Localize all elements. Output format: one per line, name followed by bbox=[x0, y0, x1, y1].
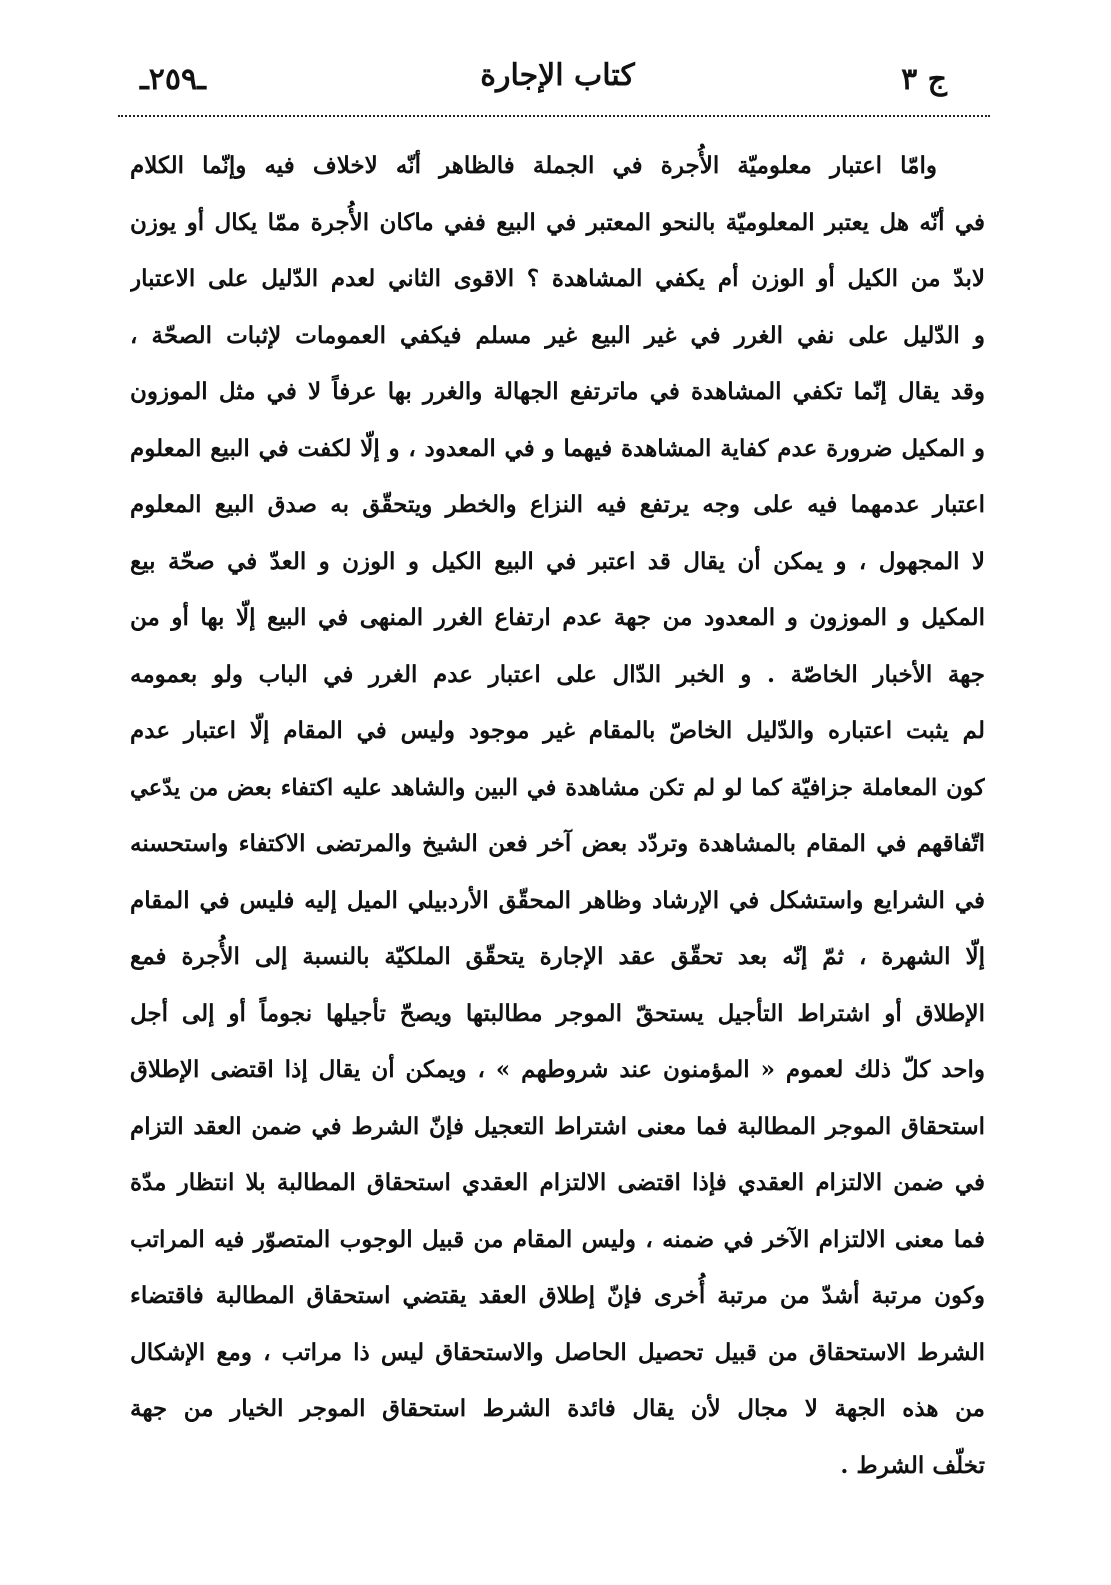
running-header bbox=[130, 58, 985, 104]
text-line: في ضمن الالتزام العقدي فإذا اقتضى الالتزام العقدي استحقاق المطالبة بلا انتظار مدّة bbox=[130, 1169, 985, 1196]
book-section-title: كتاب الإجارة bbox=[480, 58, 635, 93]
text-line: وكون مرتبة أشدّ من مرتبة أُخرى فإنّ إطلاق العقد يقتضي استحقاق المطالبة فاقتضاء bbox=[130, 1282, 985, 1309]
text-line: في الشرايع واستشكل في الإرشاد وظاهر المحقّق الأردبيلي الميل إليه فليس في المقام bbox=[130, 886, 985, 914]
body-text bbox=[130, 138, 985, 1494]
text-line: المكيل و الموزون و المعدود من جهة عدم ارتفاع الغرر المنهى في البيع إلّا بها أو من bbox=[130, 604, 985, 631]
text-line: الإطلاق أو اشتراط التأجيل يستحقّ الموجر مطالبتها ويصحّ تأجيلها نجوماً أو إلى أجل bbox=[130, 999, 985, 1027]
page-number: ـ٢٥٩ـ bbox=[140, 62, 206, 97]
volume-label: ج ٣ bbox=[901, 62, 947, 97]
text-line: وامّا اعتبار معلوميّة الأُجرة في الجملة فالظاهر أنّه لاخلاف فيه وإنّما الكلام bbox=[130, 152, 937, 179]
text-line: كون المعاملة جزافيّة كما لو لم تكن مشاهدة في البين والشاهد عليه اكتفاء بعض من يدّعي bbox=[130, 774, 985, 801]
text-line: و الدّليل على نفي الغرر في غير البيع غير مسلم فيكفي العمومات لإثبات الصحّة ، bbox=[130, 321, 985, 349]
text-line: تخلّف الشرط . bbox=[840, 1451, 985, 1479]
text-line: و المكيل ضرورة عدم كفاية المشاهدة فيهما و في المعدود ، و إلّا لكفت في البيع المعلوم bbox=[130, 434, 985, 462]
text-line: لم يثبت اعتباره والدّليل الخاصّ بالمقام غير موجود وليس في المقام إلّا اعتبار عدم bbox=[130, 717, 985, 744]
text-line: من هذه الجهة لا مجال لأن يقال فائدة الشرط استحقاق الموجر الخيار من جهة bbox=[130, 1395, 985, 1422]
text-line: لابدّ من الكيل أو الوزن أم يكفي المشاهدة ؟ الاقوى الثاني لعدم الدّليل على الاعتبار bbox=[130, 265, 985, 292]
text-line: اتّفاقهم في المقام بالمشاهدة وتردّد بعض آخر فعن الشيخ والمرتضى الاكتفاء واستحسنه bbox=[130, 830, 985, 857]
header-divider bbox=[118, 115, 990, 117]
text-line: إلّا الشهرة ، ثمّ إنّه بعد تحقّق عقد الإجارة يتحقّق الملكيّة بالنسبة إلى الأُجرة فمع bbox=[130, 943, 985, 970]
text-line: جهة الأخبار الخاصّة . و الخبر الدّال على اعتبار عدم الغرر في الباب ولو بعمومه bbox=[130, 660, 985, 688]
text-line: في أنّه هل يعتبر المعلوميّة بالنحو المعتبر في البيع ففي ماكان الأُجرة ممّا يكال أو يوزن bbox=[130, 208, 985, 236]
text-line: وقد يقال إنّما تكفي المشاهدة في ماترتفع الجهالة والغرر بها عرفاً لا في مثل الموزون bbox=[130, 378, 985, 405]
text-line: لا المجهول ، و يمكن أن يقال قد اعتبر في البيع الكيل و الوزن و العدّ في صحّة بيع bbox=[130, 547, 985, 575]
text-line: الشرط الاستحقاق من قبيل تحصيل الحاصل والاستحقاق ليس ذا مراتب ، ومع الإشكال bbox=[130, 1338, 985, 1366]
text-line: فما معنى الالتزام الآخر في ضمنه ، وليس المقام من قبيل الوجوب المتصوّر فيه المراتب bbox=[130, 1225, 985, 1253]
text-line: استحقاق الموجر المطالبة فما معنى اشتراط التعجيل فإنّ الشرط في ضمن العقد التزام bbox=[130, 1112, 985, 1140]
text-line: واحد كلّ ذلك لعموم « المؤمنون عند شروطهم » ، ويمكن أن يقال إذا اقتضى الإطلاق bbox=[130, 1056, 985, 1083]
text-line: اعتبار عدمهما فيه على وجه يرتفع فيه النزاع والخطر ويتحقّق به صدق البيع المعلوم bbox=[130, 491, 985, 518]
